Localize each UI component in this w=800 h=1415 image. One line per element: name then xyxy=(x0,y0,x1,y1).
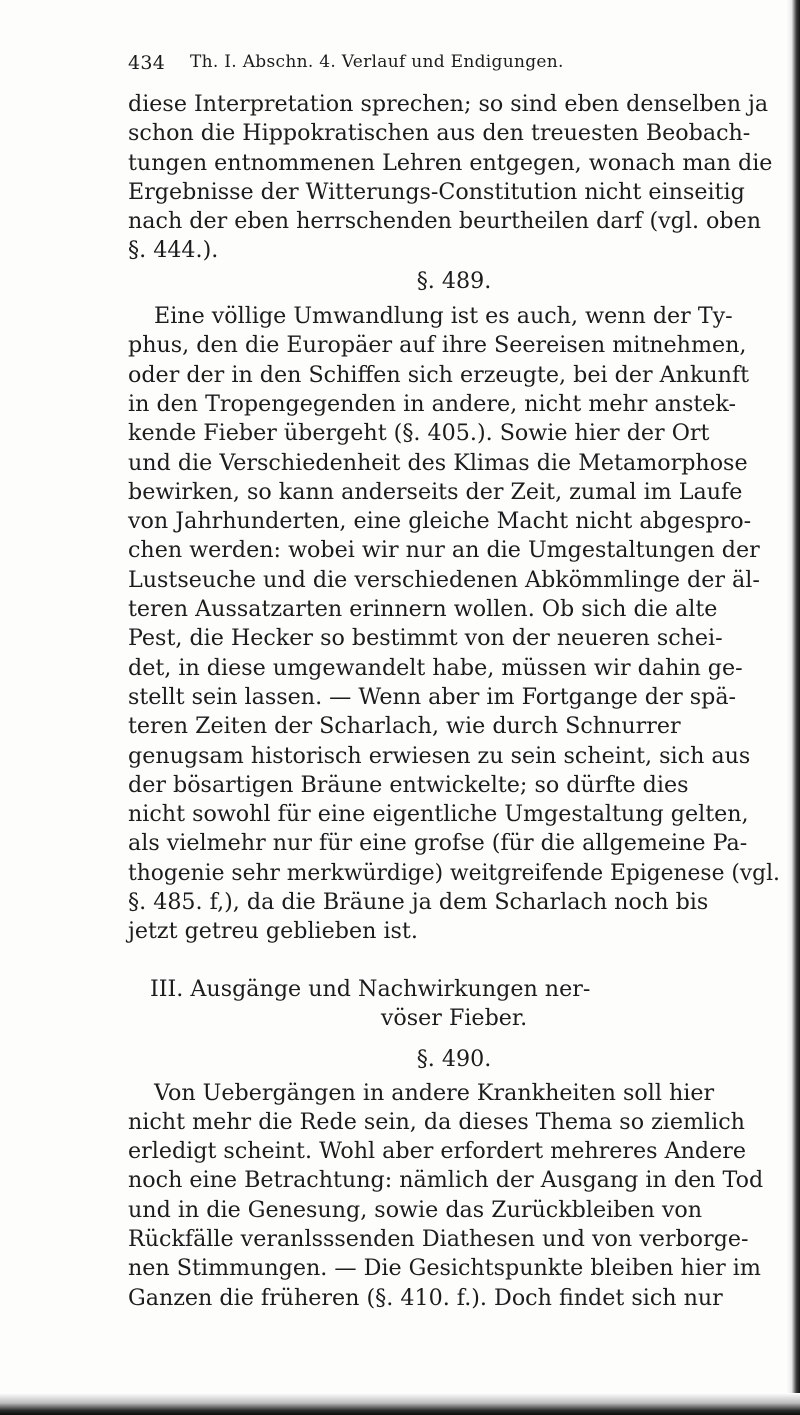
text-line: phus, den die Europäer auf ihre Seereisen mitnehmen, xyxy=(128,332,747,359)
text-line: genugsam historisch erwiesen zu sein scheint, sich aus xyxy=(128,742,751,769)
text-line: Lustseuche und die verschiedenen Abkömmlinge der äl- xyxy=(128,566,760,593)
text-line: jetzt getreu geblieben ist. xyxy=(128,918,418,945)
body-text xyxy=(128,90,780,1313)
text-line: der bösartigen Bräune entwickelte; so dürfte dies xyxy=(128,771,689,798)
running-title: Th. I. Abschn. 4. Verlauf und Endigungen. xyxy=(190,52,564,72)
page-edge-shadow xyxy=(786,0,800,1415)
chapter-heading xyxy=(128,975,780,1034)
chapter-heading-line: III. Ausgänge und Nachwirkungen ner- xyxy=(150,975,591,1002)
text-line: nicht sowohl für eine eigentliche Umgestaltung gelten, xyxy=(128,801,749,828)
paragraph-489 xyxy=(128,302,780,947)
text-line: Ergebnisse der Witterungs-Constitution nicht einseitig xyxy=(128,178,745,205)
text-line: kende Fieber übergeht (§. 405.). Sowie hier der Ort xyxy=(128,420,710,447)
text-line: als vielmehr nur für eine grofse (für die allgemeine Pa- xyxy=(128,830,748,857)
text-line: schon die Hippokratischen aus den treuesten Beobach- xyxy=(128,120,751,147)
text-line: teren Aussatzarten erinnern wollen. Ob sich die alte xyxy=(128,596,718,623)
text-line: Ganzen die früheren (§. 410. f.). Doch findet sich nur xyxy=(128,1284,723,1311)
text-line: chen werden: wobei wir nur an die Umgestaltungen der xyxy=(128,537,760,564)
paragraph-continued xyxy=(128,90,780,266)
text-line: §. 485. f,), da die Bräune ja dem Scharlach noch bis xyxy=(128,889,709,916)
page-bottom-shadow xyxy=(0,1393,800,1415)
text-line: und in die Genesung, sowie das Zurückbleiben von xyxy=(128,1196,703,1223)
text-line: Eine völlige Umwandlung ist es auch, wenn der Ty- xyxy=(154,303,733,330)
text-line: Pest, die Hecker so bestimmt von der neueren schei- xyxy=(128,625,723,652)
section-heading-489: §. 489. xyxy=(416,267,492,294)
text-line: stellt sein lassen. — Wenn aber im Fortgange der spä- xyxy=(128,683,737,710)
text-line: bewirken, so kann anderseits der Zeit, zumal im Laufe xyxy=(128,478,743,505)
text-line: in den Tropengegenden in andere, nicht mehr anstek- xyxy=(128,390,736,417)
text-line: noch eine Betrachtung: nämlich der Ausgang in den Tod xyxy=(128,1167,764,1194)
text-line: von Jahrhunderten, eine gleiche Macht nicht abgespro- xyxy=(128,508,752,535)
page-number: 434 xyxy=(128,52,166,74)
text-line: Von Uebergängen in andere Krankheiten soll hier xyxy=(154,1079,715,1106)
section-heading-490: §. 490. xyxy=(416,1046,492,1073)
text-line: teren Zeiten der Scharlach, wie durch Schnurrer xyxy=(128,713,681,740)
text-line: nen Stimmungen. — Die Gesichtspunkte bleiben hier im xyxy=(128,1255,761,1282)
text-line: tungen entnommenen Lehren entgegen, wonach man die xyxy=(128,149,773,176)
text-line: thogenie sehr merkwürdige) weitgreifende Epigenese (vgl. xyxy=(128,859,780,886)
text-line: Rückfälle veranlsssenden Diathesen und von verborge- xyxy=(128,1225,749,1252)
text-line: erledigt scheint. Wohl aber erfordert mehreres Andere xyxy=(128,1138,746,1165)
text-line: det, in diese umgewandelt habe, müssen wir dahin ge- xyxy=(128,654,743,681)
text-line: diese Interpretation sprechen; so sind eben denselben ja xyxy=(128,91,769,117)
text-line: und die Verschiedenheit des Klimas die Metamorphose xyxy=(128,449,748,476)
text-line: §. 444.). xyxy=(128,237,219,264)
text-line: nicht mehr die Rede sein, da dieses Thema so ziemlich xyxy=(128,1108,745,1135)
text-line: oder der in den Schiffen sich erzeugte, bei der Ankunft xyxy=(128,361,750,388)
chapter-heading-line: vöser Fieber. xyxy=(380,1004,528,1031)
paragraph-490 xyxy=(128,1079,780,1313)
text-line: nach der eben herrschenden beurtheilen darf (vgl. oben xyxy=(128,208,762,235)
